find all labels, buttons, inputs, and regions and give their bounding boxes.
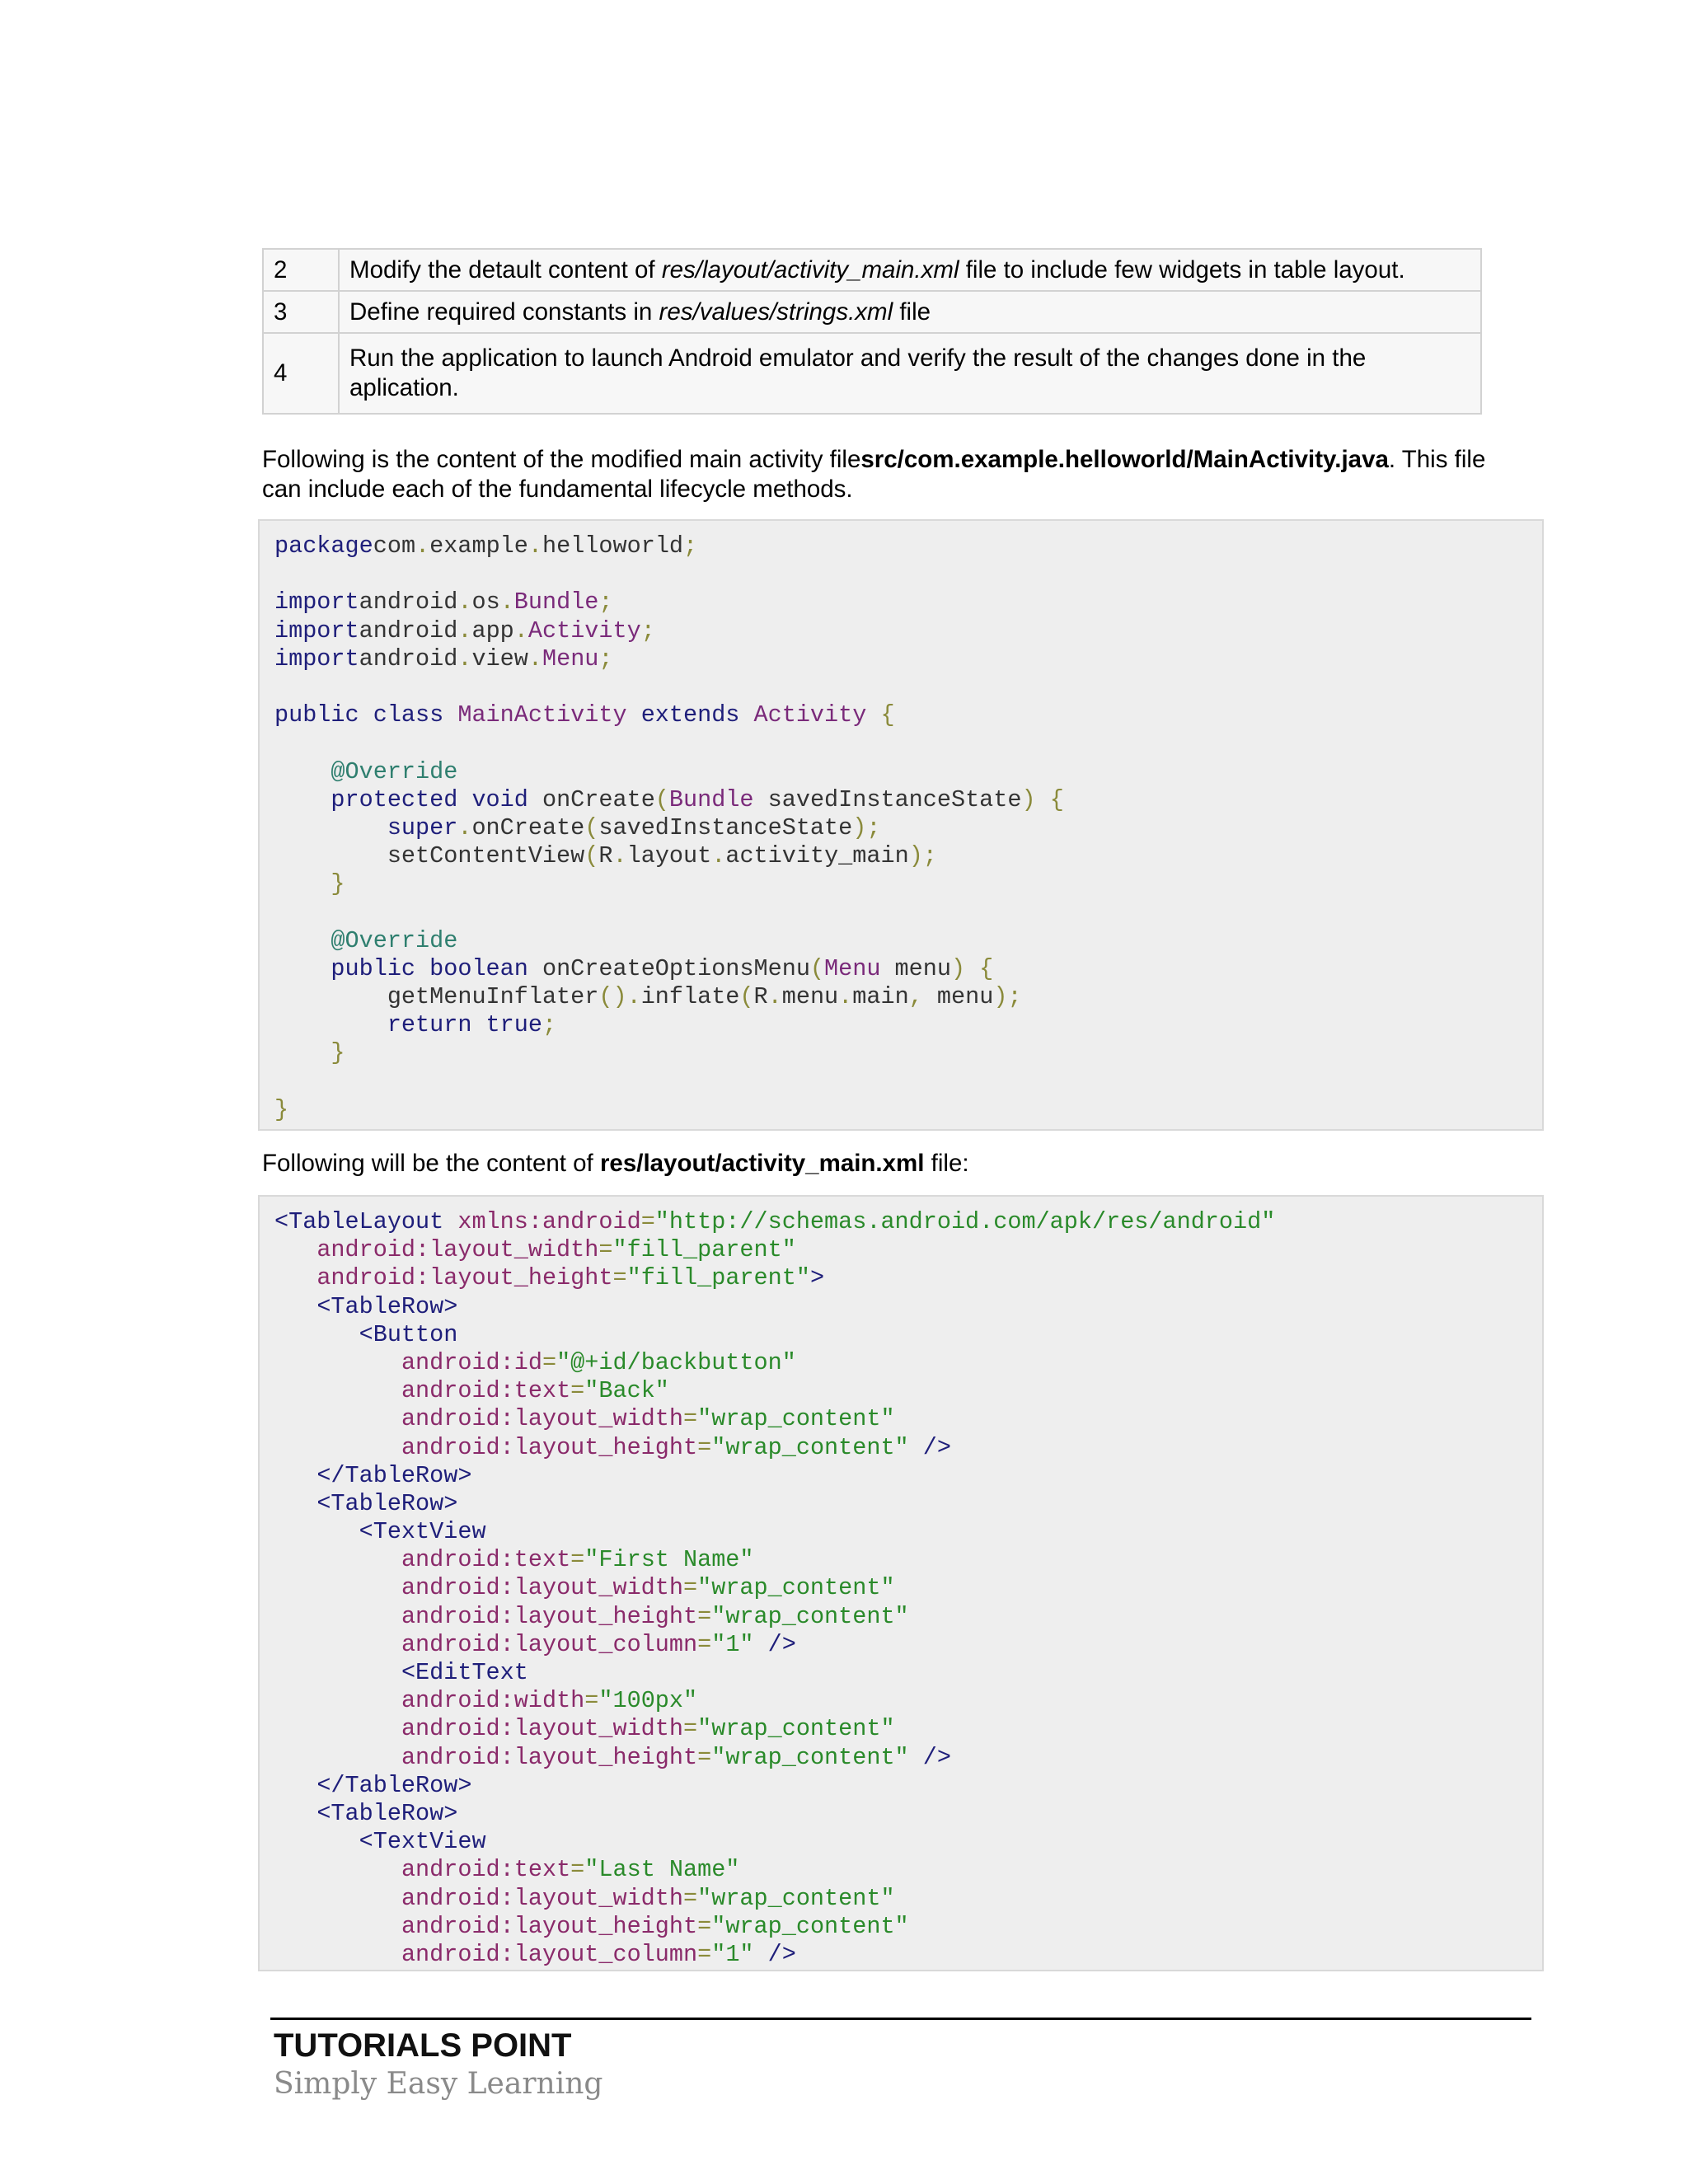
code-line: android:layout_width="wrap_content" bbox=[401, 1574, 895, 1602]
code-line: android:layout_width="wrap_content" bbox=[401, 1715, 895, 1743]
steps-table bbox=[262, 248, 1482, 415]
intro-paragraph: Following is the content of the modified main activity filesrc/com.example.helloworld/MainActivity.java. This file can include each of the fundamental lifecycle methods. bbox=[262, 446, 1486, 503]
code-line: android:layout_height="fill_parent"> bbox=[316, 1264, 825, 1292]
step-number: 4 bbox=[263, 333, 339, 414]
code-line: </TableRow> bbox=[316, 1461, 472, 1489]
code-line: <TableLayout xmlns:android="http://schemas.android.com/apk/res/android" bbox=[274, 1208, 1276, 1235]
step-description: Run the application to launch Android emulator and verify the result of the changes done in the aplication. bbox=[339, 333, 1481, 414]
code-line: super.onCreate(savedInstanceState); bbox=[387, 813, 881, 841]
code-line bbox=[274, 1068, 1527, 1096]
code-line: importandroid.app.Activity; bbox=[274, 616, 655, 644]
layout-paragraph: Following will be the content of res/layout/activity_main.xml file: bbox=[262, 1150, 969, 1177]
code-line: setContentView(R.layout.activity_main); bbox=[387, 842, 937, 870]
footer-tagline: Simply Easy Learning bbox=[274, 2067, 603, 2101]
xml-code-block bbox=[258, 1195, 1544, 1971]
code-line: @Override bbox=[331, 757, 458, 785]
code-line bbox=[274, 898, 1527, 926]
code-line: protected void onCreate(Bundle savedInstanceState) { bbox=[331, 785, 1064, 813]
code-line: <TextView bbox=[359, 1518, 486, 1546]
table-row bbox=[263, 333, 1481, 414]
code-line: importandroid.os.Bundle; bbox=[274, 588, 613, 616]
java-code-block bbox=[258, 519, 1544, 1131]
table-row bbox=[263, 249, 1481, 291]
code-line: android:layout_height="wrap_content" bbox=[401, 1912, 909, 1940]
step-description: Modify the detault content of res/layout/activity_main.xml file to include few widgets in table layout. bbox=[339, 249, 1481, 291]
step-description: Define required constants in res/values/strings.xml file bbox=[339, 291, 1481, 333]
code-line: packagecom.example.helloworld; bbox=[274, 532, 698, 560]
code-line: } bbox=[331, 870, 345, 898]
code-line: <Button bbox=[359, 1320, 458, 1348]
code-line: <TableRow> bbox=[316, 1489, 458, 1517]
code-line: @Override bbox=[331, 926, 458, 954]
code-line: android:layout_column="1" /> bbox=[401, 1630, 796, 1658]
code-line: importandroid.view.Menu; bbox=[274, 644, 613, 673]
code-line: android:layout_height="wrap_content" bbox=[401, 1602, 909, 1630]
code-line: android:width="100px" bbox=[401, 1687, 698, 1715]
code-line: android:text="First Name" bbox=[401, 1546, 754, 1574]
code-line: <TextView bbox=[359, 1828, 486, 1856]
code-line: return true; bbox=[387, 1011, 557, 1039]
code-line: android:layout_height="wrap_content" /> bbox=[401, 1433, 951, 1461]
code-line: android:id="@+id/backbutton" bbox=[401, 1348, 796, 1376]
code-line: android:layout_width="wrap_content" bbox=[401, 1884, 895, 1912]
code-line: getMenuInflater().inflate(R.menu.main, menu); bbox=[387, 983, 1022, 1010]
code-line: <EditText bbox=[401, 1659, 528, 1686]
code-line bbox=[274, 673, 1527, 701]
code-line: public boolean onCreateOptionsMenu(Menu menu) { bbox=[331, 954, 994, 982]
code-line: android:layout_column="1" /> bbox=[401, 1940, 796, 1968]
code-line: android:layout_height="wrap_content" /> bbox=[401, 1743, 951, 1771]
step-number: 3 bbox=[263, 291, 339, 333]
step-number: 2 bbox=[263, 249, 339, 291]
code-line bbox=[274, 560, 1527, 588]
code-line: public class MainActivity extends Activity { bbox=[274, 701, 895, 729]
table-row bbox=[263, 291, 1481, 333]
code-line: android:layout_width="fill_parent" bbox=[316, 1236, 796, 1264]
code-line: <TableRow> bbox=[316, 1799, 458, 1827]
code-line: android:layout_width="wrap_content" bbox=[401, 1405, 895, 1433]
code-line: android:text="Last Name" bbox=[401, 1856, 740, 1884]
code-line: android:text="Back" bbox=[401, 1377, 669, 1405]
code-line: } bbox=[331, 1039, 345, 1067]
code-line: </TableRow> bbox=[316, 1771, 472, 1799]
footer-divider bbox=[270, 2018, 1531, 2020]
code-line: <TableRow> bbox=[316, 1292, 458, 1320]
code-line bbox=[274, 729, 1527, 757]
code-line: } bbox=[274, 1095, 289, 1123]
footer-brand: TUTORIALS POINT bbox=[274, 2027, 572, 2064]
